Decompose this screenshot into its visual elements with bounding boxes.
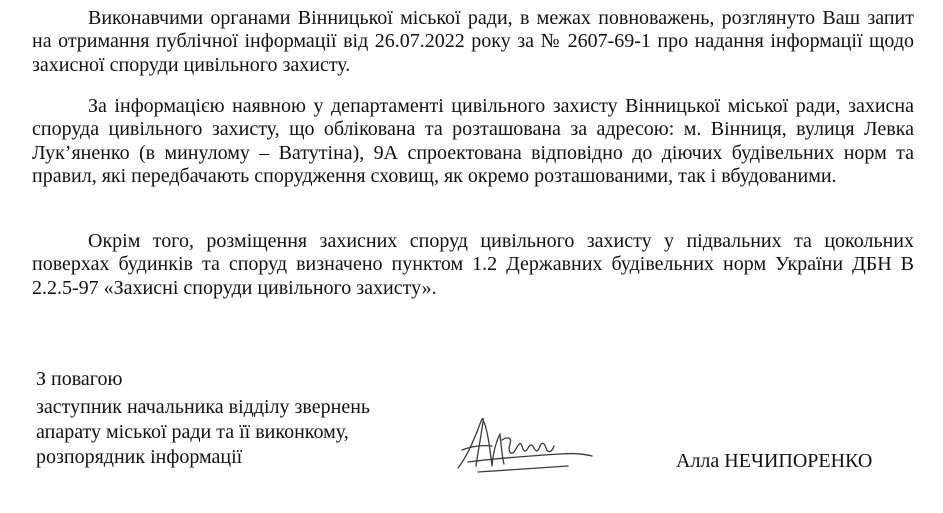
closing-regards: З повагою [36, 368, 123, 390]
handwritten-signature-icon [448, 410, 598, 480]
paragraph-building-norms: Окрім того, розміщення захисних споруд цивільного захисту у підвальних та цокольних поверхах будинків та споруд визначено пунктом 1.2 Державних будівельних норм України ДБН В 2.2.5-97 «Захисні споруди цивільного захисту». [32, 230, 914, 299]
signer-name: Алла НЕЧИПОРЕНКО [676, 450, 873, 472]
paragraph-shelter-info: За інформацією наявною у департаменті цивільного захисту Вінницької міської ради, захисна споруда цивільного захисту, що облікована та розташована за адресою: м. Вінниця, вулиця Левка Лук’яненко (в минулому – Ватутіна), 9А спроектована відповідно до діючих будівельних норм та правил, які передбачають спорудження сховищ, як окремо розташованими, так і вбудованими. [32, 95, 914, 187]
paragraph-request-review: Виконавчими органами Вінницької міської ради, в межах повноважень, розглянуто Ваш запит на отримання публічної інформації від 26.07.2022 року за № 2607-69-1 про надання інформації щодо захисної споруди цивільного захисту. [32, 7, 914, 76]
signer-position-line-3: розпорядник інформації [36, 446, 243, 468]
signer-position-line-1: заступник начальника відділу звернень [36, 396, 371, 418]
signer-position-line-2: апарату міської ради та її виконкому, [36, 421, 349, 443]
